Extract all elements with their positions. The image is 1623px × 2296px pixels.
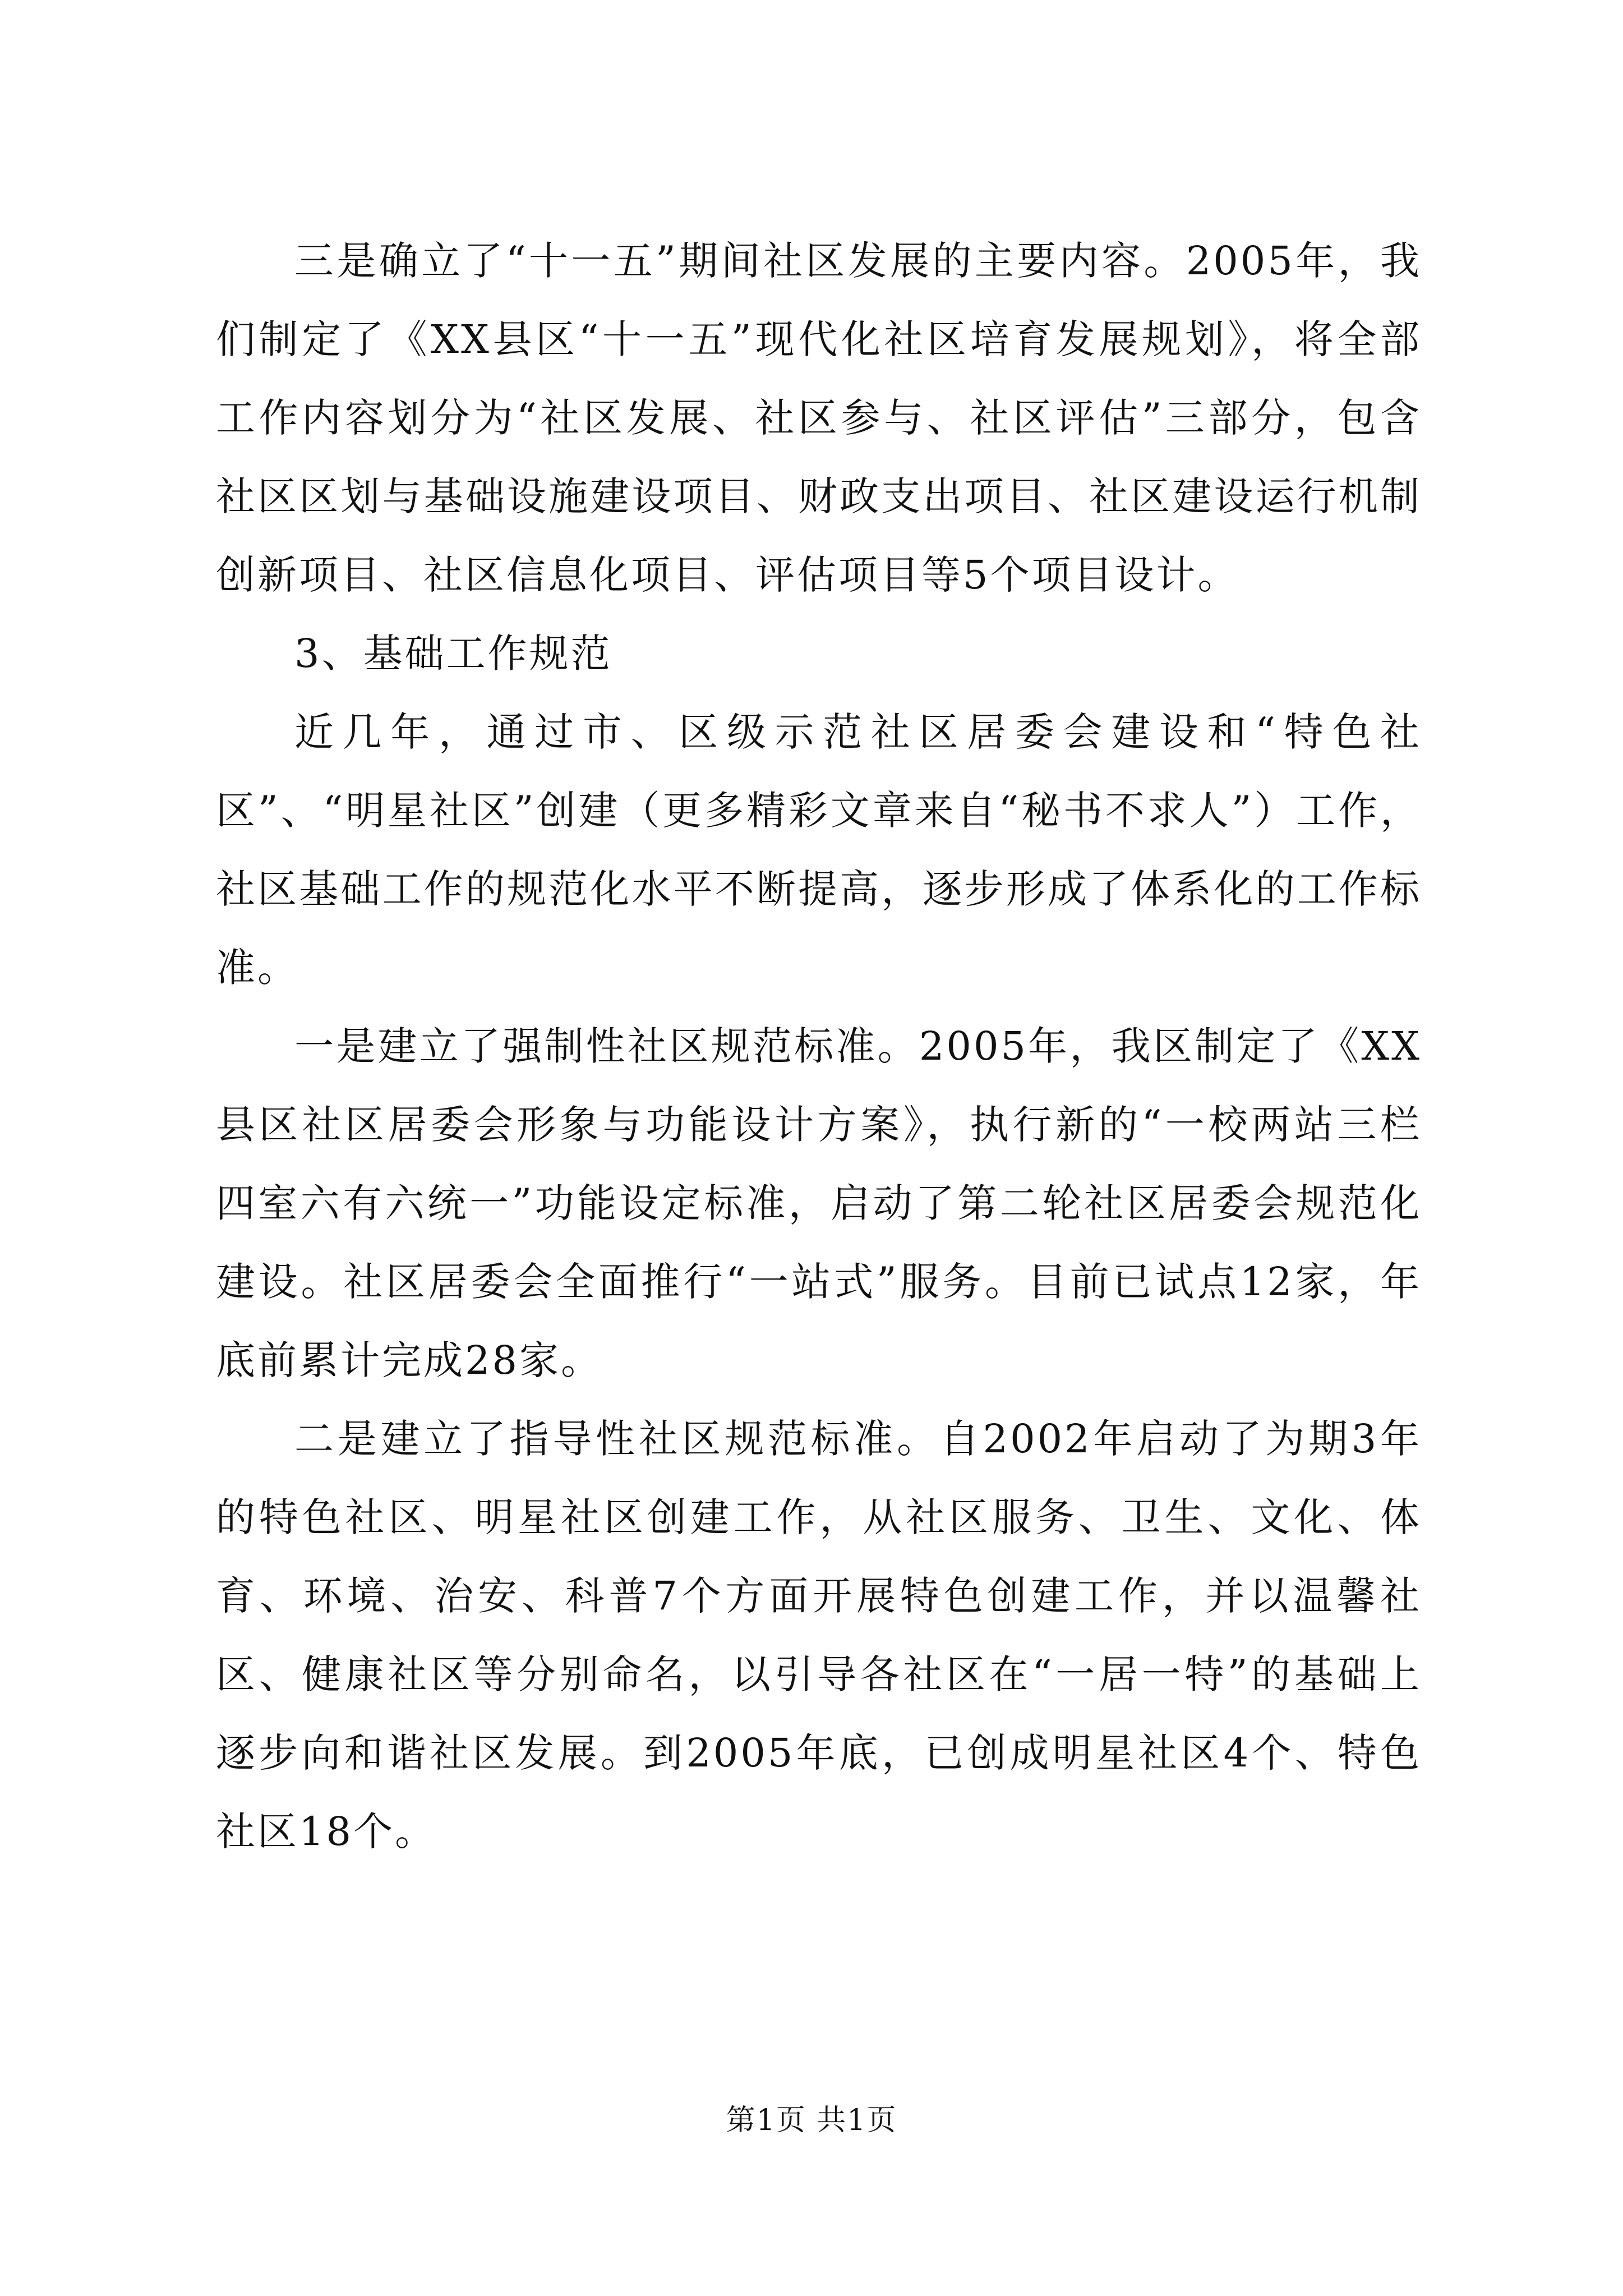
paragraph-mandatory-standards: 一是建立了强制性社区规范标准。2005年，我区制定了《XX县区社区居委会形象与功能设计方案》，执行新的“一校两站三栏四室六有六统一”功能设定标准，启动了第二轮社区居委会规范化建设。社区居委会全面推行“一站式”服务。目前已试点12家，年底前累计完成28家。 — [216, 1023, 1422, 1383]
paragraph-guiding-standards: 二是建立了指导性社区规范标准。自2002年启动了为期3年的特色社区、明星社区创建工作，从社区服务、卫生、文化、体育、环境、治安、科普7个方面开展特色创建工作，并以温馨社区、健康社区等分别命名，以引导各社区在“一居一特”的基础上逐步向和谐社区发展。到2005年底，已创成明星社区4个、特色社区18个。 — [216, 1416, 1422, 1855]
paragraph-community-development-content: 三是确立了“十一五”期间社区发展的主要内容。2005年，我们制定了《XX县区“十一五”现代化社区培育发展规划》，将全部工作内容划分为“社区发展、社区参与、社区评估”三部分，包含社区区划与基础设施建设项目、财政支出项目、社区建设运行机制创新项目、社区信息化项目、评估项目等5个项目设计。 — [216, 238, 1422, 598]
section-heading-basic-work-norms: 3、基础工作规范 — [294, 631, 612, 677]
document-body — [216, 222, 1422, 1871]
paragraph-basic-work-overview: 近几年，通过市、区级示范社区居委会建设和“特色社区”、“明星社区”创建（更多精彩文章来自“秘书不求人”）工作，社区基础工作的规范化水平不断提高，逐步形成了体系化的工作标准。 — [216, 709, 1422, 991]
page-number-footer: 第1页 共1页 — [726, 2104, 897, 2137]
